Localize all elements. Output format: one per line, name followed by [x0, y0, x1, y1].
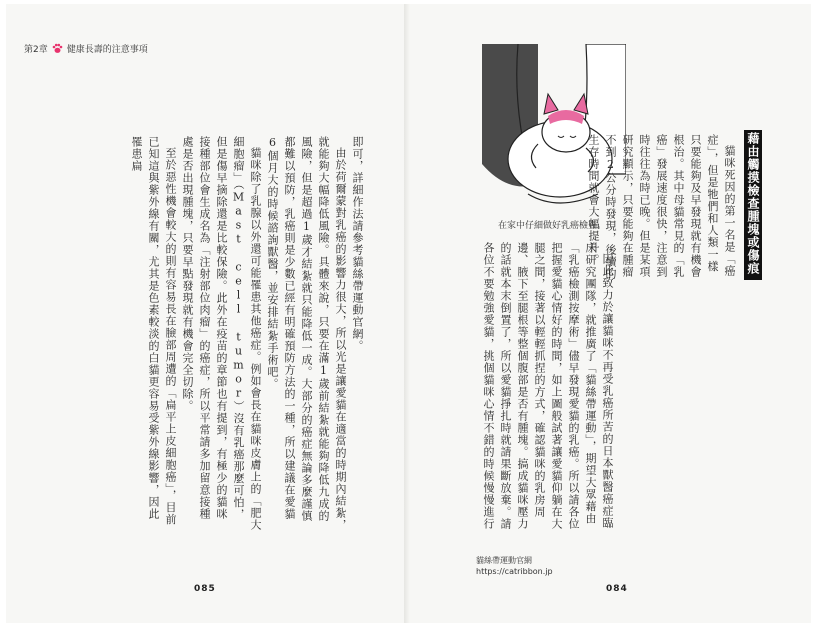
chapter-label: 第2章 — [24, 45, 48, 55]
paragraph: 因此致力於讓貓咪不再受乳癌所苦的日本獸醫癌症臨床研究團隊，就推廣了「貓絲帶運動」，期望大眾藉由「乳癌檢測按摩術」儘早發現愛貓的乳癌。所以請各位把握愛貓心情好的時間，如上圖般試著讓愛貓仰躺在大腿之間，接著以輕輕抓捏的方式，確認貓咪的乳房周邊、腋下至腿根等整個腹部是否有腫塊。搞成貓咪壓力的話就本末倒置了，所以愛貓掙扎時就請果斷放棄。請各位不要勉強愛貓，挑個貓咪心情不錯的時候慢慢進行 — [482, 242, 614, 530]
left-body-text — [50, 136, 366, 531]
book-spread — [6, 4, 811, 623]
credit-url: https://catribbon.jp — [476, 567, 553, 576]
website-credit — [476, 555, 553, 577]
right-body-text-top — [587, 134, 738, 284]
illustration-caption: 在家中仔細做好乳癌檢查。 — [498, 221, 607, 231]
paw-icon — [52, 43, 63, 54]
paragraph: 貓咪死因的第一名是「癌症」，但是牠們和人類一樣只要能夠及早發現就有機會根治。其中母貓常見的「乳癌」發展速度很快，注意到時往往為時已晚。但是某項研究顯示，只要能夠在腫瘤不到2公分時發現，後續的生存時間就會大幅提升。 — [587, 134, 736, 280]
section-heading: 藉由觸摸檢查腫塊或傷痕 — [746, 132, 760, 275]
page-number-left: 085 — [194, 584, 216, 594]
paragraph: 至於惡性機會較大的則有容易長在臉部周遭的「扁平上皮細胞癌」，目前已知這與紫外線有關，尤其是色素較淡的白貓更容易受紫外線影響，因此罹患扁 — [130, 136, 177, 526]
paragraph: 由於荷爾蒙對乳癌的影響力很大，所以光是讓愛貓在適當的時期內結紮，就能夠大幅降低風險。具體來說，只要在滿1歲前結紮就能夠降低九成的風險，但是超過1歲才結紮就只能降低一成。大部分的癌症無論多麼謹慎都難以預防，乳癌則是少數已經有明確預防方法的一種，所以建議在愛貓6個月大的時候諮詢獸醫，並安排結紮手術吧。 — [266, 136, 347, 531]
right-body-text-bottom — [476, 242, 616, 530]
paragraph: 貓咪除了乳腺以外還可能罹患其他癌症。例如會長在貓咪皮膚上的「肥大細胞瘤」（Mast cell tumor）沒有乳癌那麼可怕，但是傷早摘除還是比較保險。此外在疫苗的章節也有提到，有極少的貓咪接種部位會生成名為「注射部位肉瘤」的癌症，所以平常請多加留意接種處是否出現腫塊，只要早點發現就有機會完全切除。 — [181, 136, 262, 531]
running-header — [24, 42, 148, 55]
credit-title: 貓絲帶運動官網 — [476, 556, 532, 565]
page-number-right: 084 — [606, 584, 628, 594]
left-page — [6, 4, 406, 623]
paragraph: 即可，詳細作法請參考貓絲帶運動官網。 — [351, 136, 364, 352]
header-title: 健康長壽的注意事項 — [66, 45, 148, 55]
